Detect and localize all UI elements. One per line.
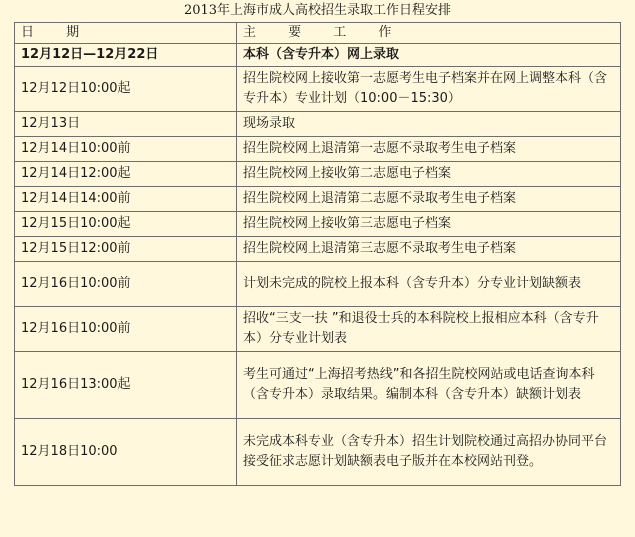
row-event: 招收“三支一扶 ”和退役士兵的本科院校上报相应本科（含专升本）分专业计划表 xyxy=(237,307,621,352)
row-event: 现场录取 xyxy=(237,112,621,137)
section-date: 12月12日—12月22日 xyxy=(15,44,237,67)
table-row xyxy=(15,237,621,262)
row-event: 招生院校网上接收第一志愿考生电子档案并在网上调整本科（含专升本）专业计划（10:00－15:30） xyxy=(237,67,621,112)
column-header-event: 主 要 工 作 xyxy=(237,23,621,44)
row-event: 招生院校网上接收第二志愿电子档案 xyxy=(237,162,621,187)
table-row xyxy=(15,137,621,162)
page-title: 2013年上海市成人高校招生录取工作日程安排 xyxy=(183,3,452,18)
table-row xyxy=(15,352,621,419)
section-row xyxy=(15,44,621,67)
row-event: 未完成本科专业（含专升本）招生计划院校通过高招办协同平台接受征求志愿计划缺额表电子版并在本校网站刊登。 xyxy=(237,419,621,486)
table-row xyxy=(15,262,621,307)
column-header-date: 日 期 xyxy=(15,23,237,44)
row-event: 招生院校网上退清第三志愿不录取考生电子档案 xyxy=(237,237,621,262)
row-date: 12月14日12:00起 xyxy=(15,162,237,187)
row-date: 12月16日10:00前 xyxy=(15,307,237,352)
row-event: 考生可通过“上海招考热线”和各招生院校网站或电话查询本科（含专升本）录取结果。编制本科（含专升本）缺额计划表 xyxy=(237,352,621,419)
table-row xyxy=(15,112,621,137)
table-row xyxy=(15,67,621,112)
row-event: 招生院校网上接收第三志愿电子档案 xyxy=(237,212,621,237)
section-title: 本科（含专升本）网上录取 xyxy=(237,44,621,67)
row-date: 12月13日 xyxy=(15,112,237,137)
schedule-table xyxy=(14,22,621,486)
table-row xyxy=(15,187,621,212)
table-header-row xyxy=(15,23,621,44)
row-date: 12月15日10:00起 xyxy=(15,212,237,237)
row-event: 招生院校网上退清第一志愿不录取考生电子档案 xyxy=(237,137,621,162)
row-date: 12月14日10:00前 xyxy=(15,137,237,162)
table-row xyxy=(15,212,621,237)
table-row xyxy=(15,419,621,486)
table-row xyxy=(15,307,621,352)
table-row xyxy=(15,162,621,187)
row-date: 12月16日13:00起 xyxy=(15,352,237,419)
row-date: 12月15日12:00前 xyxy=(15,237,237,262)
row-event: 计划未完成的院校上报本科（含专升本）分专业计划缺额表 xyxy=(237,262,621,307)
row-date: 12月18日10:00 xyxy=(15,419,237,486)
row-date: 12月16日10:00前 xyxy=(15,262,237,307)
row-date: 12月14日14:00前 xyxy=(15,187,237,212)
row-date: 12月12日10:00起 xyxy=(15,67,237,112)
row-event: 招生院校网上退清第二志愿不录取考生电子档案 xyxy=(237,187,621,212)
